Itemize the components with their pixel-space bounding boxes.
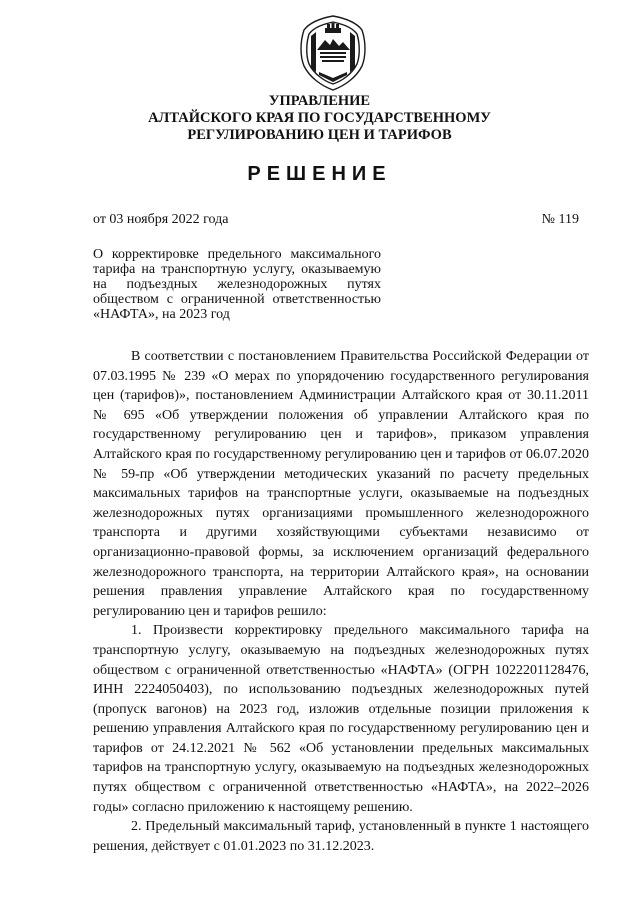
clause-2: 2. Предельный максимальный тариф, установленный в пункте 1 настоящего решения, действует с 01.01.2023 по 31.12.2023.	[93, 819, 589, 854]
document-title: РЕШЕНИЕ	[247, 163, 392, 185]
org-line-1: УПРАВЛЕНИЕ	[268, 93, 371, 109]
org-line-2: АЛТАЙСКОГО КРАЯ ПО ГОСУДАРСТВЕННОМУ	[148, 110, 491, 126]
preamble-paragraph: В соответствии с постановлением Правительства Российской Федерации от 07.03.1995 № 239 «О мерах по упорядочению государственного регулирования цен (тарифов)», постановлением Администрации Алтайского края от 30.11.2011 № 695 «Об утверждении положения об управлении Алтайского края по государственному регулированию цен и тарифов», приказом управления Алтайского края по государственному регулированию цен и тарифов от 06.07.2020 № 59-пр «Об утверждении методических указаний по расчету предельных максимальных тарифов на транспортные услуги, оказываемые на подъездных железнодорожных путях организациями промышленного железнодорожного транспорта и другими хозяйствующими субъектами независимо от организационно-правовой формы, за исключением организаций федерального железнодорожного транспорта, на территории Алтайского края», на основании решения правления управление Алтайского края по государственному регулированию цен и тарифов решило:	[93, 349, 589, 619]
clause-1: 1. Произвести корректировку предельного максимального тарифа на транспортную услугу, оказываемую на подъездных железнодорожных путях обществом с ограниченной ответственностью «НАФТА» (ОГРН 1022201128476, ИНН 2224050403), по использованию подъездных железнодорожных путей (пропуск вагонов) на 2023 год, изложив отдельные позиции приложения к решению управления Алтайского края по государственному регулированию цен и тарифов от 24.12.2021 № 562 «Об установлении предельных максимальных тарифов на транспортную услугу, оказываемую на подъездных железнодорожных путях обществом с ограниченной ответственностью «НАФТА», на 2022–2026 годы» согласно приложению к настоящему решению.	[93, 623, 589, 815]
document-date: от 03 ноября 2022 года	[93, 212, 229, 227]
document-body	[93, 347, 589, 856]
coat-of-arms-icon	[294, 12, 372, 94]
document-subject: О корректировке предельного максимального тарифа на транспортную услугу, оказываемую на подъездных железнодорожных путях обществом с ограниченной ответственностью «НАФТА», на 2023 год	[93, 247, 381, 322]
issuing-authority	[0, 93, 639, 144]
org-line-3: РЕГУЛИРОВАНИЮ ЦЕН И ТАРИФОВ	[187, 127, 452, 143]
document-number: № 119	[541, 212, 579, 227]
